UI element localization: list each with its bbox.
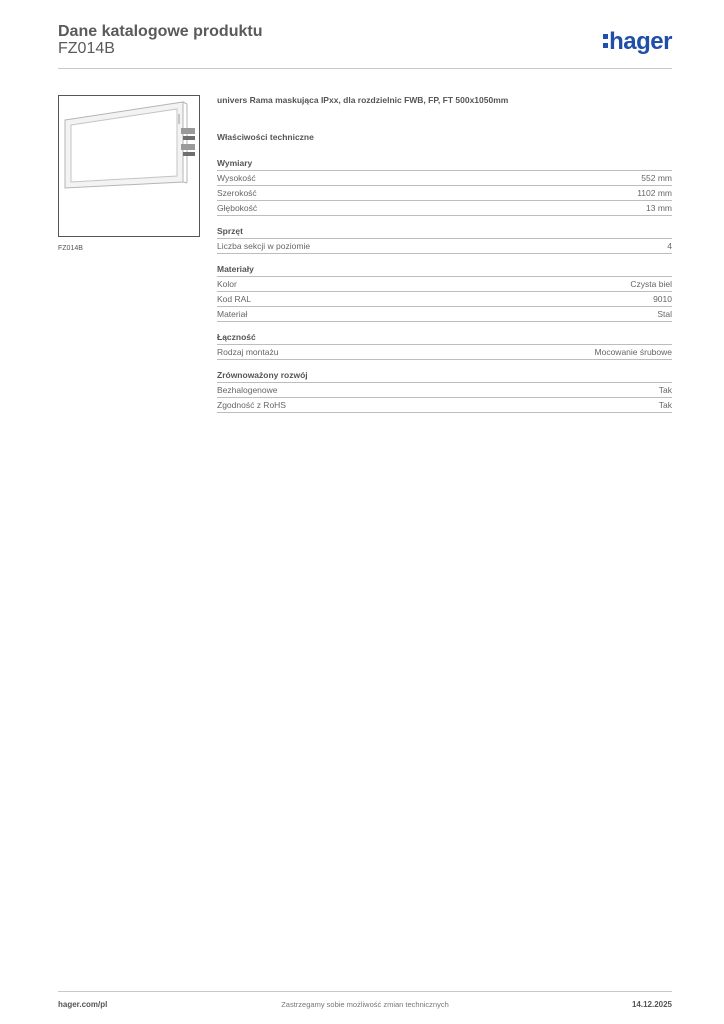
row-label: Kod RAL: [217, 294, 252, 304]
section-sustainability: [217, 370, 672, 413]
row-label: Szerokość: [217, 188, 257, 198]
hager-logo: [603, 29, 672, 55]
section-title: Wymiary: [217, 158, 672, 171]
row-label: Kolor: [217, 279, 237, 289]
table-row: [217, 345, 672, 360]
row-label: Głębokość: [217, 203, 258, 213]
row-value: Tak: [658, 400, 672, 410]
row-value: 4: [667, 241, 672, 251]
logo-text: hager: [609, 28, 672, 55]
row-value: Mocowanie śrubowe: [594, 347, 672, 357]
section-materials: [217, 264, 672, 322]
table-row: [217, 277, 672, 292]
table-row: [217, 383, 672, 398]
document-title: Dane katalogowe produktu: [58, 23, 263, 40]
row-label: Rodzaj montażu: [217, 347, 279, 357]
footer-date: 14.12.2025: [631, 1000, 672, 1009]
product-description: univers Rama maskująca IPxx, dla rozdzielnic FWB, FP, FT 500x1050mm: [217, 95, 509, 105]
section-hardware: [217, 226, 672, 254]
row-value: 1102 mm: [637, 188, 672, 198]
row-value: Tak: [658, 385, 672, 395]
row-value: 13 mm: [646, 203, 672, 213]
row-value: Czysta biel: [630, 279, 672, 289]
section-title: Sprzęt: [217, 226, 672, 239]
table-row: [217, 186, 672, 201]
row-label: Wysokość: [217, 173, 256, 183]
table-row: [217, 239, 672, 254]
table-row: [217, 398, 672, 413]
section-title: Łączność: [217, 332, 672, 345]
footer-notice: Zastrzegamy sobie możliwość zmian technicznych: [281, 1000, 449, 1009]
row-label: Bezhalogenowe: [217, 385, 278, 395]
row-value: 9010: [653, 294, 672, 304]
product-image: [58, 95, 200, 237]
table-row: [217, 292, 672, 307]
row-label: Liczba sekcji w poziomie: [217, 241, 311, 251]
row-label: Zgodność z RoHS: [217, 400, 286, 410]
technical-properties-title: Właściwości techniczne: [217, 132, 314, 142]
frame-product-image-icon: [59, 96, 199, 236]
page-footer: [58, 991, 672, 1012]
row-label: Materiał: [217, 309, 248, 319]
section-title: Materiały: [217, 264, 672, 277]
row-value: Stal: [657, 309, 672, 319]
table-row: [217, 171, 672, 186]
table-row: [217, 201, 672, 216]
product-details: [217, 95, 672, 423]
section-title: Zrównoważony rozwój: [217, 370, 672, 383]
logo-dots-icon: [603, 34, 608, 48]
section-connectivity: [217, 332, 672, 360]
product-image-caption: FZ014B: [58, 245, 83, 252]
product-code: FZ014B: [58, 40, 115, 57]
page-header: [58, 22, 672, 69]
row-value: 552 mm: [641, 173, 672, 183]
website-link[interactable]: hager.com/pl: [58, 1000, 108, 1009]
section-dimensions: [217, 158, 672, 216]
table-row: [217, 307, 672, 322]
